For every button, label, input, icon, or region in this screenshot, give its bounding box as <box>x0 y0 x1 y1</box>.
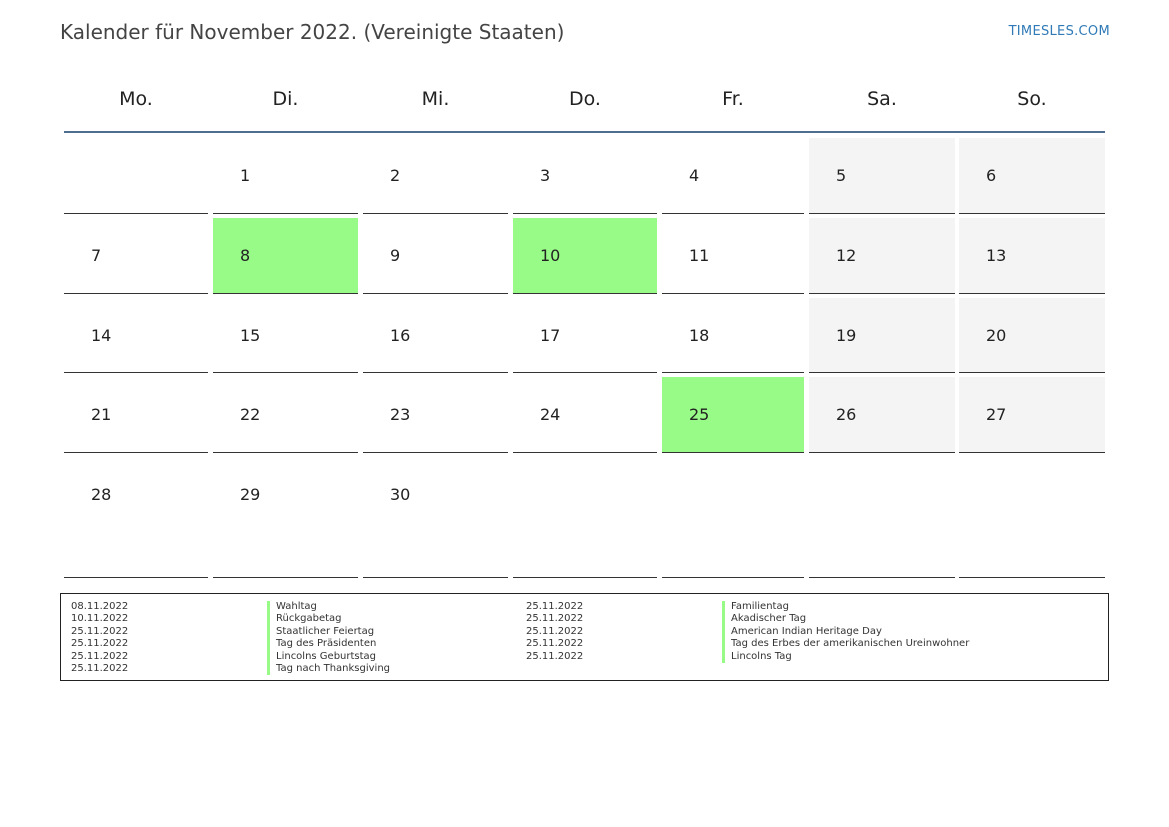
day-number: 28 <box>91 485 112 504</box>
holiday-name: Staatlicher Feiertag <box>267 626 374 638</box>
empty-day-cell <box>513 457 657 578</box>
day-number: 3 <box>540 166 551 185</box>
holiday-entry <box>526 601 1086 613</box>
weekday-saturday: Sa. <box>867 88 897 110</box>
holiday-name: Akadischer Tag <box>722 613 806 625</box>
day-cell-20 <box>959 298 1105 373</box>
weekday-wednesday: Mi. <box>421 88 450 110</box>
day-number: 30 <box>390 485 411 504</box>
day-cell-8 <box>213 218 358 294</box>
day-cell-18 <box>662 298 804 373</box>
holiday-date: 25.11.2022 <box>526 625 584 637</box>
holiday-entry <box>71 601 511 613</box>
day-number: 13 <box>986 246 1007 265</box>
holiday-entry <box>526 651 1086 663</box>
holiday-name: Lincolns Tag <box>722 651 792 663</box>
empty-day-cell <box>662 457 804 578</box>
holiday-entry <box>71 651 511 663</box>
day-cell-26 <box>809 377 955 453</box>
holiday-entry <box>71 626 511 638</box>
day-number: 27 <box>986 405 1007 424</box>
day-cell-4 <box>662 138 804 214</box>
day-cell-17 <box>513 298 657 373</box>
legend-column-right <box>526 601 1086 663</box>
day-number: 20 <box>986 326 1007 345</box>
day-cell-9 <box>363 218 508 294</box>
holiday-date: 25.11.2022 <box>71 662 129 674</box>
day-number: 22 <box>240 405 261 424</box>
day-cell-2 <box>363 138 508 214</box>
holiday-name: Rückgabetag <box>267 613 342 625</box>
holiday-entry <box>71 638 511 650</box>
holiday-entry <box>526 613 1086 625</box>
holiday-entry <box>526 626 1086 638</box>
day-number: 9 <box>390 246 401 265</box>
empty-day-cell <box>809 457 955 578</box>
holiday-name: Lincolns Geburtstag <box>267 651 376 663</box>
day-cell-27 <box>959 377 1105 453</box>
holiday-date: 25.11.2022 <box>526 613 584 625</box>
day-cell-15 <box>213 298 358 373</box>
holiday-entry <box>71 663 511 675</box>
holiday-name: Tag nach Thanksgiving <box>267 663 390 675</box>
weekday-monday: Mo. <box>119 88 153 110</box>
day-number: 5 <box>836 166 847 185</box>
day-number: 18 <box>689 326 710 345</box>
holiday-name: American Indian Heritage Day <box>722 626 882 638</box>
weekday-sunday: So. <box>1017 88 1047 110</box>
day-number: 15 <box>240 326 261 345</box>
brand-link[interactable]: TIMESLES.COM <box>1008 24 1110 39</box>
day-number: 6 <box>986 166 997 185</box>
day-cell-3 <box>513 138 657 214</box>
holiday-legend <box>60 593 1109 681</box>
holiday-date: 25.11.2022 <box>71 650 129 662</box>
day-cell-29 <box>213 457 358 578</box>
holiday-date: 10.11.2022 <box>71 613 129 625</box>
day-cell-25 <box>662 377 804 453</box>
day-number: 2 <box>390 166 401 185</box>
day-cell-24 <box>513 377 657 453</box>
day-number: 10 <box>540 246 561 265</box>
weekday-tuesday: Di. <box>272 88 299 110</box>
day-number: 19 <box>836 326 857 345</box>
empty-day-cell <box>64 138 208 214</box>
holiday-entry <box>71 613 511 625</box>
day-cell-16 <box>363 298 508 373</box>
day-cell-10 <box>513 218 657 294</box>
day-number: 24 <box>540 405 561 424</box>
weekday-friday: Fr. <box>722 88 744 110</box>
day-cell-1 <box>213 138 358 214</box>
day-number: 25 <box>689 405 710 424</box>
day-number: 4 <box>689 166 700 185</box>
holiday-name: Wahltag <box>267 601 317 613</box>
day-number: 29 <box>240 485 261 504</box>
day-number: 21 <box>91 405 112 424</box>
holiday-date: 25.11.2022 <box>526 638 584 650</box>
day-cell-5 <box>809 138 955 214</box>
day-cell-12 <box>809 218 955 294</box>
day-number: 1 <box>240 166 251 185</box>
holiday-date: 25.11.2022 <box>71 625 129 637</box>
day-number: 7 <box>91 246 102 265</box>
day-cell-11 <box>662 218 804 294</box>
holiday-name: Tag des Präsidenten <box>267 638 376 650</box>
day-number: 26 <box>836 405 857 424</box>
day-cell-6 <box>959 138 1105 214</box>
day-cell-14 <box>64 298 208 373</box>
day-number: 11 <box>689 246 710 265</box>
day-cell-19 <box>809 298 955 373</box>
day-cell-22 <box>213 377 358 453</box>
day-number: 23 <box>390 405 411 424</box>
legend-column-left <box>71 601 511 675</box>
day-cell-21 <box>64 377 208 453</box>
weekday-thursday: Do. <box>569 88 601 110</box>
holiday-date: 25.11.2022 <box>526 601 584 612</box>
holiday-name: Tag des Erbes der amerikanischen Ureinwohner <box>722 638 969 650</box>
holiday-date: 08.11.2022 <box>71 601 129 612</box>
day-number: 8 <box>240 246 251 265</box>
holiday-entry <box>526 638 1086 650</box>
day-cell-28 <box>64 457 208 578</box>
page-title: Kalender für November 2022. (Vereinigte Staaten) <box>60 20 565 44</box>
day-cell-30 <box>363 457 508 578</box>
holiday-date: 25.11.2022 <box>71 638 129 650</box>
day-cell-7 <box>64 218 208 294</box>
day-number: 16 <box>390 326 411 345</box>
day-number: 14 <box>91 326 112 345</box>
day-number: 12 <box>836 246 857 265</box>
empty-day-cell <box>959 457 1105 578</box>
holiday-date: 25.11.2022 <box>526 650 584 662</box>
day-cell-23 <box>363 377 508 453</box>
holiday-name: Familientag <box>722 601 789 613</box>
day-cell-13 <box>959 218 1105 294</box>
day-number: 17 <box>540 326 561 345</box>
